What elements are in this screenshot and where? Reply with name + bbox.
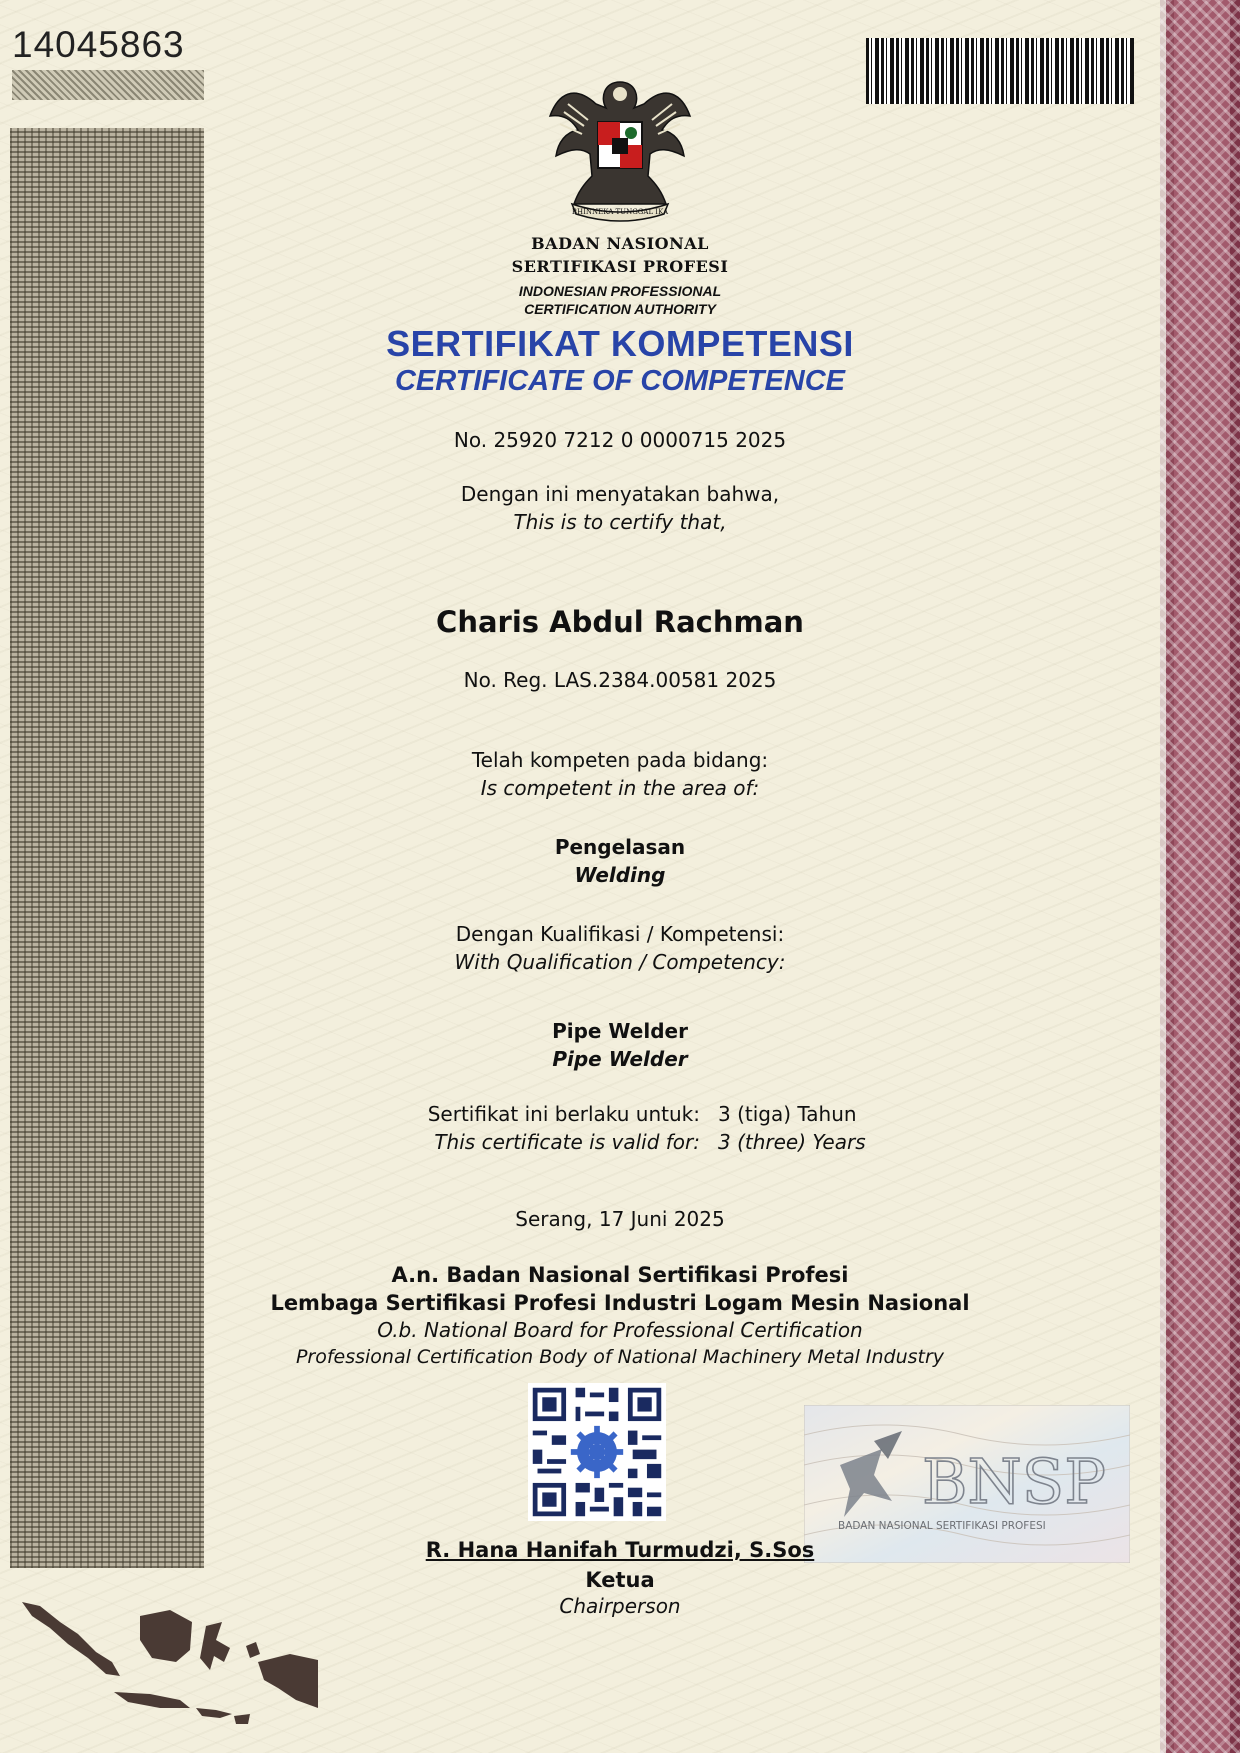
qualification-label-en: With Qualification / Competency: [454, 950, 786, 974]
authority-name-id [220, 232, 1020, 278]
competent-area-label-en: Is competent in the area of: [480, 776, 760, 800]
emblem-motto: BHINNEKA TUNGGAL IKA [571, 208, 669, 216]
validity-label-en: This certificate is valid for: [434, 1130, 700, 1154]
certify-statement-id: Dengan ini menyatakan bahwa, [460, 482, 780, 506]
issuer-line3: O.b. National Board for Professional Certification [377, 1318, 863, 1342]
validity-value-id: 3 (tiga) Tahun [718, 1102, 857, 1126]
competent-area-label-id: Telah kompeten pada bidang: [471, 748, 769, 772]
bnsp-seal-text: BNSP [922, 1445, 1107, 1518]
competent-area-value-id: Pengelasan [554, 835, 686, 859]
certify-statement-en: This is to certify that, [513, 510, 727, 534]
qr-code-icon [528, 1383, 666, 1521]
security-strip-left [10, 128, 204, 1568]
issuer-line4: Professional Certification Body of National Machinery Metal Industry [295, 1346, 945, 1368]
certificate-number: No. 25920 7212 0 0000715 2025 [453, 428, 787, 452]
signatory-name: R. Hana Hanifah Turmudzi, S.Sos [425, 1538, 815, 1562]
serial-number: 14045863 [12, 24, 185, 65]
holder-registration: No. Reg. LAS.2384.00581 2025 [463, 668, 777, 692]
place-date: Serang, 17 Juni 2025 [515, 1207, 725, 1231]
certificate-title-en: CERTIFICATE OF COMPETENCE [394, 365, 846, 397]
issuer-line2: Lembaga Sertifikasi Profesi Industri Logam Mesin Nasional [270, 1291, 970, 1315]
authority-name-en [220, 282, 1020, 318]
certificate-title-id: SERTIFIKAT KOMPETENSI [386, 323, 854, 364]
signatory-title-id: Ketua [585, 1568, 655, 1592]
authority-name-en-line1: INDONESIAN PROFESSIONAL [518, 283, 722, 299]
qualification-value-en: Pipe Welder [552, 1047, 688, 1071]
validity-value-en: 3 (three) Years [718, 1130, 866, 1154]
validity-label-id: Sertifikat ini berlaku untuk: [427, 1102, 700, 1126]
qualification-label-id: Dengan Kualifikasi / Kompetensi: [455, 922, 785, 946]
indonesia-map-icon [20, 1596, 320, 1736]
qualification-value-id: Pipe Welder [552, 1019, 688, 1043]
garuda-emblem-icon [544, 64, 696, 224]
competent-area-value-en: Welding [574, 863, 666, 887]
signatory-title-en: Chairperson [559, 1594, 681, 1618]
authority-name-id-line2: SERTIFIKASI PROFESI [511, 257, 729, 276]
holder-name: Charis Abdul Rachman [436, 605, 804, 639]
bnsp-seal-subtext: BADAN NASIONAL SERTIFIKASI PROFESI [838, 1520, 1046, 1532]
serial-pattern-bar [12, 70, 204, 100]
issuer-line1: A.n. Badan Nasional Sertifikasi Profesi [391, 1263, 849, 1287]
authority-name-en-line2: CERTIFICATION AUTHORITY [524, 301, 716, 317]
decorative-border-right [1160, 0, 1240, 1753]
barcode-icon [866, 38, 1134, 104]
authority-name-id-line1: BADAN NASIONAL [531, 234, 709, 253]
